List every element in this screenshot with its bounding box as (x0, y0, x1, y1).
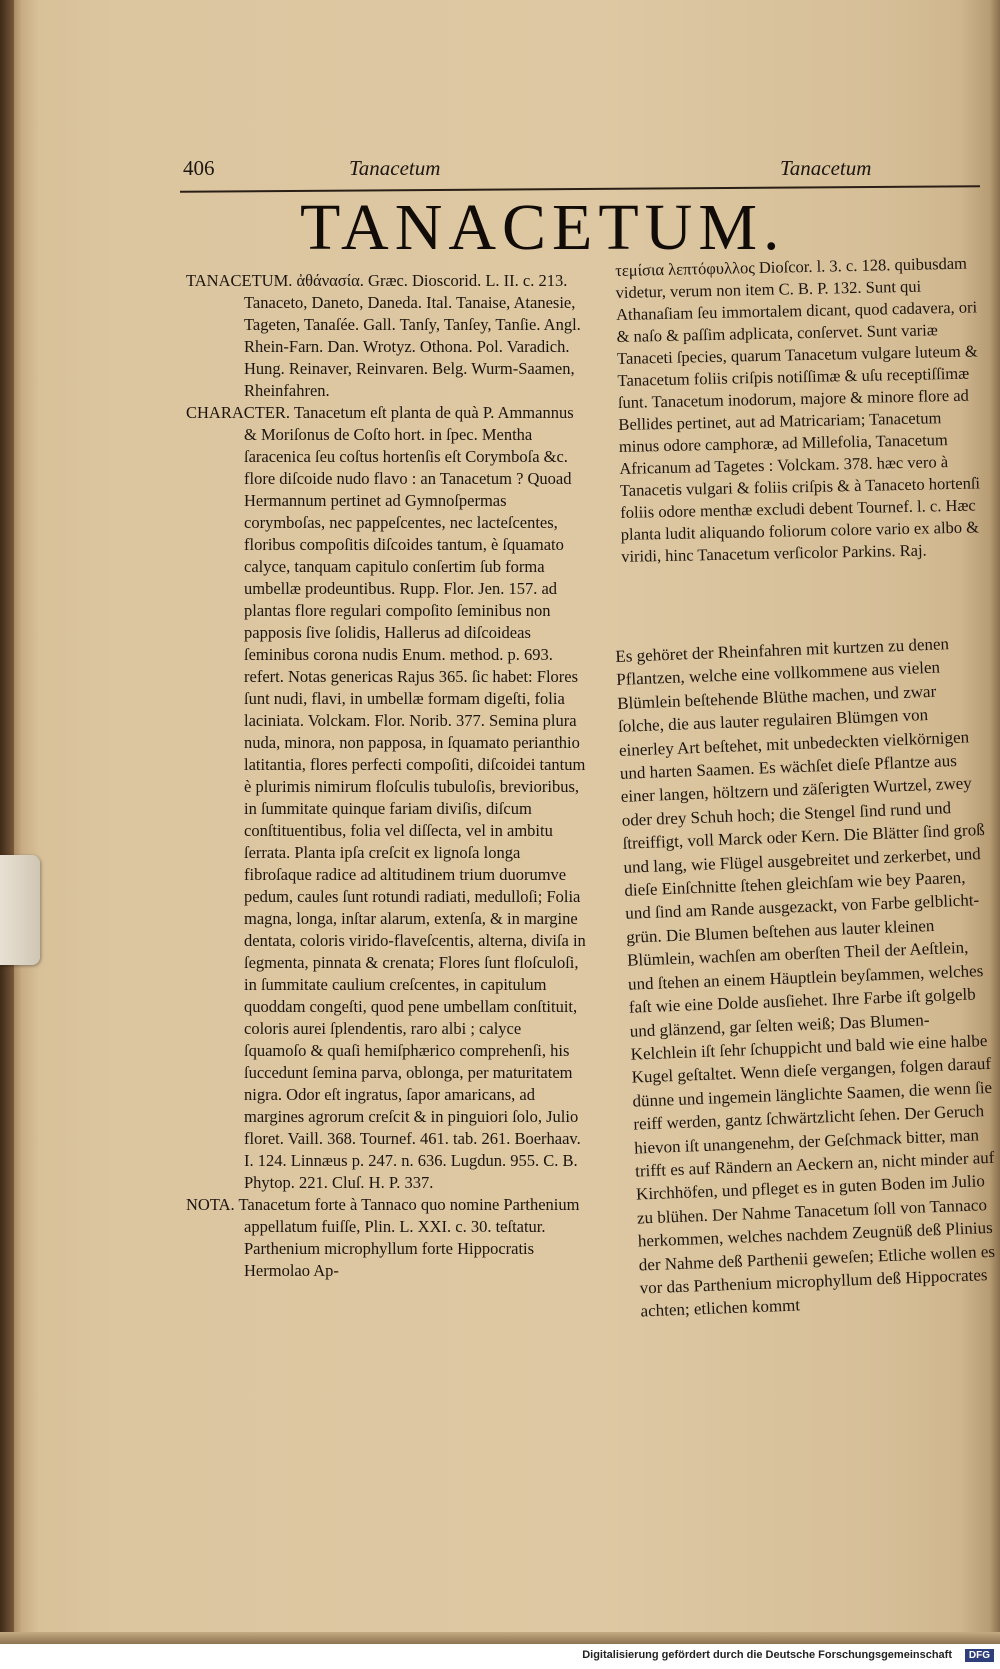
entry-title: TANACETUM. (300, 191, 786, 264)
page-bottom-edge (0, 1632, 1000, 1644)
german-paragraph: Es gehöret der Rheinfahren mit kurtzen zu denen Pflantzen, welche eine vollkommene aus vielen Blümlein beſtehende Blüthe machen, und zwar ſolche, die aus lauter regulairen Blümgen von einerley Art beſtehet, mit unbedeckten vielkörnigen und harten Saamen. Es wächſet dieſe Pflantze aus einer langen, höltzern und zäſerigten Wurtzel, zwey oder drey Schuh hoch; die Stengel ſind rund und ſtreiffigt, voll Marck oder Kern. Die Blätter ſind groß und lang, wie Flügel ausgebreitet und zerkerbet, und dieſe Einſchnitte ſtehen gleichſam wie bey Paaren, und ſind am Rande ausgezackt, von Farbe gelblicht-grün. Die Blumen beſtehen aus lauter kleinen Blümlein, wachſen am oberſten Theil der Aeſtlein, und ſtehen an einem Häuptlein beyſammen, welches faſt wie eine Dolde ausſiehet. Ihre Farbe iſt golgelb und glänzend, gar ſelten weiß; Das Blumen-Kelchlein iſt ſehr ſchuppicht und bald wie eine halbe Kugel geſtaltet. Wenn dieſe vergangen, folgen darauf dünne und ingemein länglichte Saamen, die wenn ſie reiff werden, gantz ſchwärtzlicht ſehen. Der Geruch hievon iſt unangenehm, der Geſchmack bitter, man trifft es auf Rändern an Aeckern an, nicht minder auf Kirchhöfen, und pfleget es in guten Boden im Julio zu blühen. Der Nahme Tanacetum ſoll von Tannaco herkommen, welches nachdem Zeugnüß deß Plinius der Nahme deß Parthenii geweſen; Etliche wollen es vor das Parthenium microphyllum deß Hippocrates achten; etlichen kommt (615, 634, 996, 1321)
running-head-left: Tanacetum (349, 156, 441, 180)
right-column-german (615, 631, 1000, 1323)
footer-credit: Digitalisierung gefördert durch die Deutsche Forschungsgemeinschaft (582, 1649, 952, 1661)
book-spine-edge (0, 0, 14, 1669)
synonyms-paragraph: TANACETUM. ἀθάνασία. Græc. Dioscorid. L. II. c. 213. Tanaceto, Daneto, Daneda. Ital. Tanaise, Atanesie, Tageten, Tanaſée. Gall. Tanſy, Tanſey, Tanſie. Angl. Rhein-Farn. Dan. Wrotyz. Othona. Pol. Varadich. Hung. Reinaver, Reinvaren. Belg. Wurm-Saamen, Rheinfahren. (186, 271, 581, 400)
left-column (186, 270, 586, 1282)
latin-continuation: τεμίσια λεπτόφυλλος Dioſcor. l. 3. c. 128. quibusdam videtur, verum non item C. B. P. 132. Sunt qui Athanaſiam ſeu immortalem dicant, quod cadavera, ori & naſo & paſſim adplicata, conſervet. Sunt variæ Tanaceti ſpecies, quarum Tanacetum vulgare luteum & Tanacetum foliis criſpis notiſſimæ & uſu receptiſſimæ ſunt. Tanacetum inodorum, majore & minore flore ad Bellides pertinet, aut ad Matricariam; Tanacetum minus odore camphoræ, ad Millefolia, Tanacetum Africanum ad Tagetes : Volckam. 378. hæc vero à Tanacetis vulgari & foliis criſpis & à Tanaceto hortenſi foliis odore menthæ excludi debent Tournef. l. c. Hæc planta ludit aliquando foliorum colore vario ex albo & viridi, hinc Tanacetum verſicolor Parkins. Raj. (615, 253, 981, 566)
right-column-latin (615, 252, 986, 568)
footer-bar (0, 1644, 1000, 1669)
character-paragraph: CHARACTER. Tanacetum eſt planta de quà P. Ammannus & Moriſonus de Coſto hort. in ſpec. Mentha ſaracenica ſeu coſtus hortenſis eſt Corymboſa &c. flore diſcoide nudo flavo : an Tanacetum ? Quoad Hermannum pertinet ad Gymnoſpermas corymboſas, nec pappeſcentes, nec lacteſcentes, floribus compoſitis diſcoides tantum, è ſquamato calyce, tanquam capitulo conſertim ſub forma umbellæ prodeuntibus. Rupp. Flor. Jen. 157. ad plantas flore regulari compoſito ſeminibus non papposis ſive ſolidis, Hallerus ad diſcoideas ſeminibus corona nudis Enum. method. p. 693. refert. Notas genericas Rajus 365. ſic habet: Flores ſunt nudi, flavi, in umbellæ formam digeſti, folia laciniata. Volckam. Flor. Norib. 377. Semina plura nuda, minora, non papposa, in ſquamato perianthio latitantia, flores perfecti compoſiti, diſcoidei tantum è plurimis nimirum floſculis tubuloſis, brevioribus, in ſummitate quinque fariam diviſis, diſcum conſtituentibus, folia vel diſſecta, vel in ambitu ſerrata. Planta ipſa creſcit ex lignoſa longa fibroſaque radice ad altitudinem trium duorumve pedum, caules ſunt rotundi radiati, medulloſi; Folia magna, longa, inſtar alarum, extenſa, & in margine dentata, coloris virido-flaveſcentis, alterna, diviſa in ſegmenta, pinnata & crenata; Flores ſunt floſculoſi, in ſummitate caulium creſcentes, in capitulum quoddam congeſti, quod pene umbellam conſtituit, coloris aurei ſplendentis, raro albi ; calyce ſquamoſo & quaſi hemiſphærico comprehenſi, his ſuccedunt ſemina parva, oblonga, per maturitatem nigra. Odor eſt ingratus, ſapor amaricans, ad margines agrorum creſcit & in pinguiori ſolo, Julio floret. Vaill. 368. Tournef. 461. tab. 261. Boerhaav. I. 124. Linnæus p. 247. n. 636. Lugdun. 955. C. B. Phytop. 221. Cluſ. H. P. 337. (186, 403, 586, 1192)
page-marker-tab (0, 855, 40, 965)
dfg-logo: DFG (965, 1649, 994, 1662)
page-number: 406 (183, 156, 215, 180)
running-head-right: Tanacetum (780, 156, 872, 180)
nota-paragraph: NOTA. Tanacetum forte à Tannaco quo nomine Parthenium appellatum fuiſſe, Plin. L. XXI. c. 30. teſtatur. Parthenium microphyllum forte Hippocratis Hermolao Ap- (186, 1195, 580, 1280)
